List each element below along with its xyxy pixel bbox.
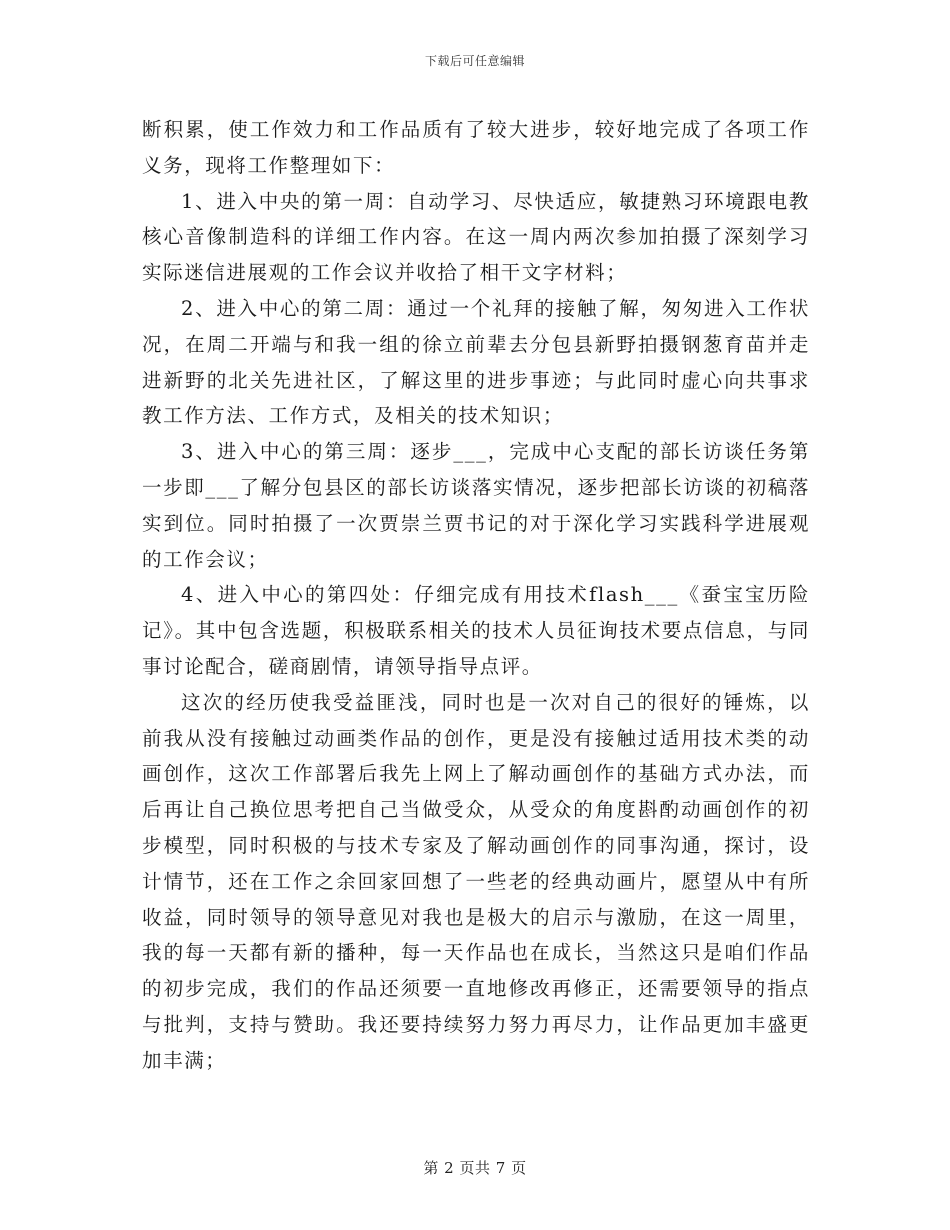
page-number-footer: 第 2 页共 7 页: [423, 1159, 527, 1177]
paragraph-week-3: 3、进入中心的第三周：逐步___，完成中心支配的部长访谈任务第一步即___了解分包县区的部长访谈落实情况，逐步把部长访谈的初稿落实到位。同时拍摄了一次贾崇兰贾书记的对于深化学习实践科学进展观的工作会议；: [142, 440, 810, 571]
paragraph-week-1: 1、进入中央的第一周：自动学习、尽快适应，敏捷熟习环境跟电教核心音像制造科的详细工作内容。在这一周内两次参加拍摄了深刻学习实际迷信进展观的工作会议并收拾了相干文字材料；: [142, 189, 810, 285]
paragraph-week-4: 4、进入中心的第四处：仔细完成有用技术flash___《蚕宝宝历险记》。其中包含选题，积极联系相关的技术人员征询技术要点信息，与同事讨论配合，磋商剧情，请领导指导点评。: [142, 583, 810, 678]
page-header: 下载后可任意编辑: [424, 54, 525, 68]
paragraph-week-2: 2、进入中心的第二周：通过一个礼拜的接触了解，匆匆进入工作状况，在周二开端与和我一组的徐立前辈去分包县新野拍摄钢葱育苗并走进新野的北关先进社区，了解这里的进步事迹；与此同时虚心向共事求教工作方法、工作方式，及相关的技术知识；: [142, 296, 810, 428]
document-body: [142, 112, 810, 1079]
paragraph-reflection: 这次的经历使我受益匪浅，同时也是一次对自己的很好的锤炼，以前我从没有接触过动画类作品的创作，更是没有接触过适用技术类的动画创作，这次工作部署后我先上网上了解动画创作的基础方式办法，而后再让自己换位思考把自己当做受众，从受众的角度斟酌动画创作的初步模型，同时积极的与技术专家及了解动画创作的同事沟通，探讨，设计情节，还在工作之余回家回想了一些老的经典动画片，愿望从中有所收益，同时领导的领导意见对我也是极大的启示与激励，在这一周里，我的每一天都有新的播种，每一天作品也在成长，当然这只是咱们作品的初步完成，我们的作品还须要一直地修改再修正，还需要领导的指点与批判，支持与赞助。我还要持续努力努力再尽力，让作品更加丰盛更加丰满；: [142, 690, 810, 1072]
paragraph-intro: 断积累，使工作效力和工作品质有了较大进步，较好地完成了各项工作义务，现将工作整理如下：: [142, 118, 810, 177]
